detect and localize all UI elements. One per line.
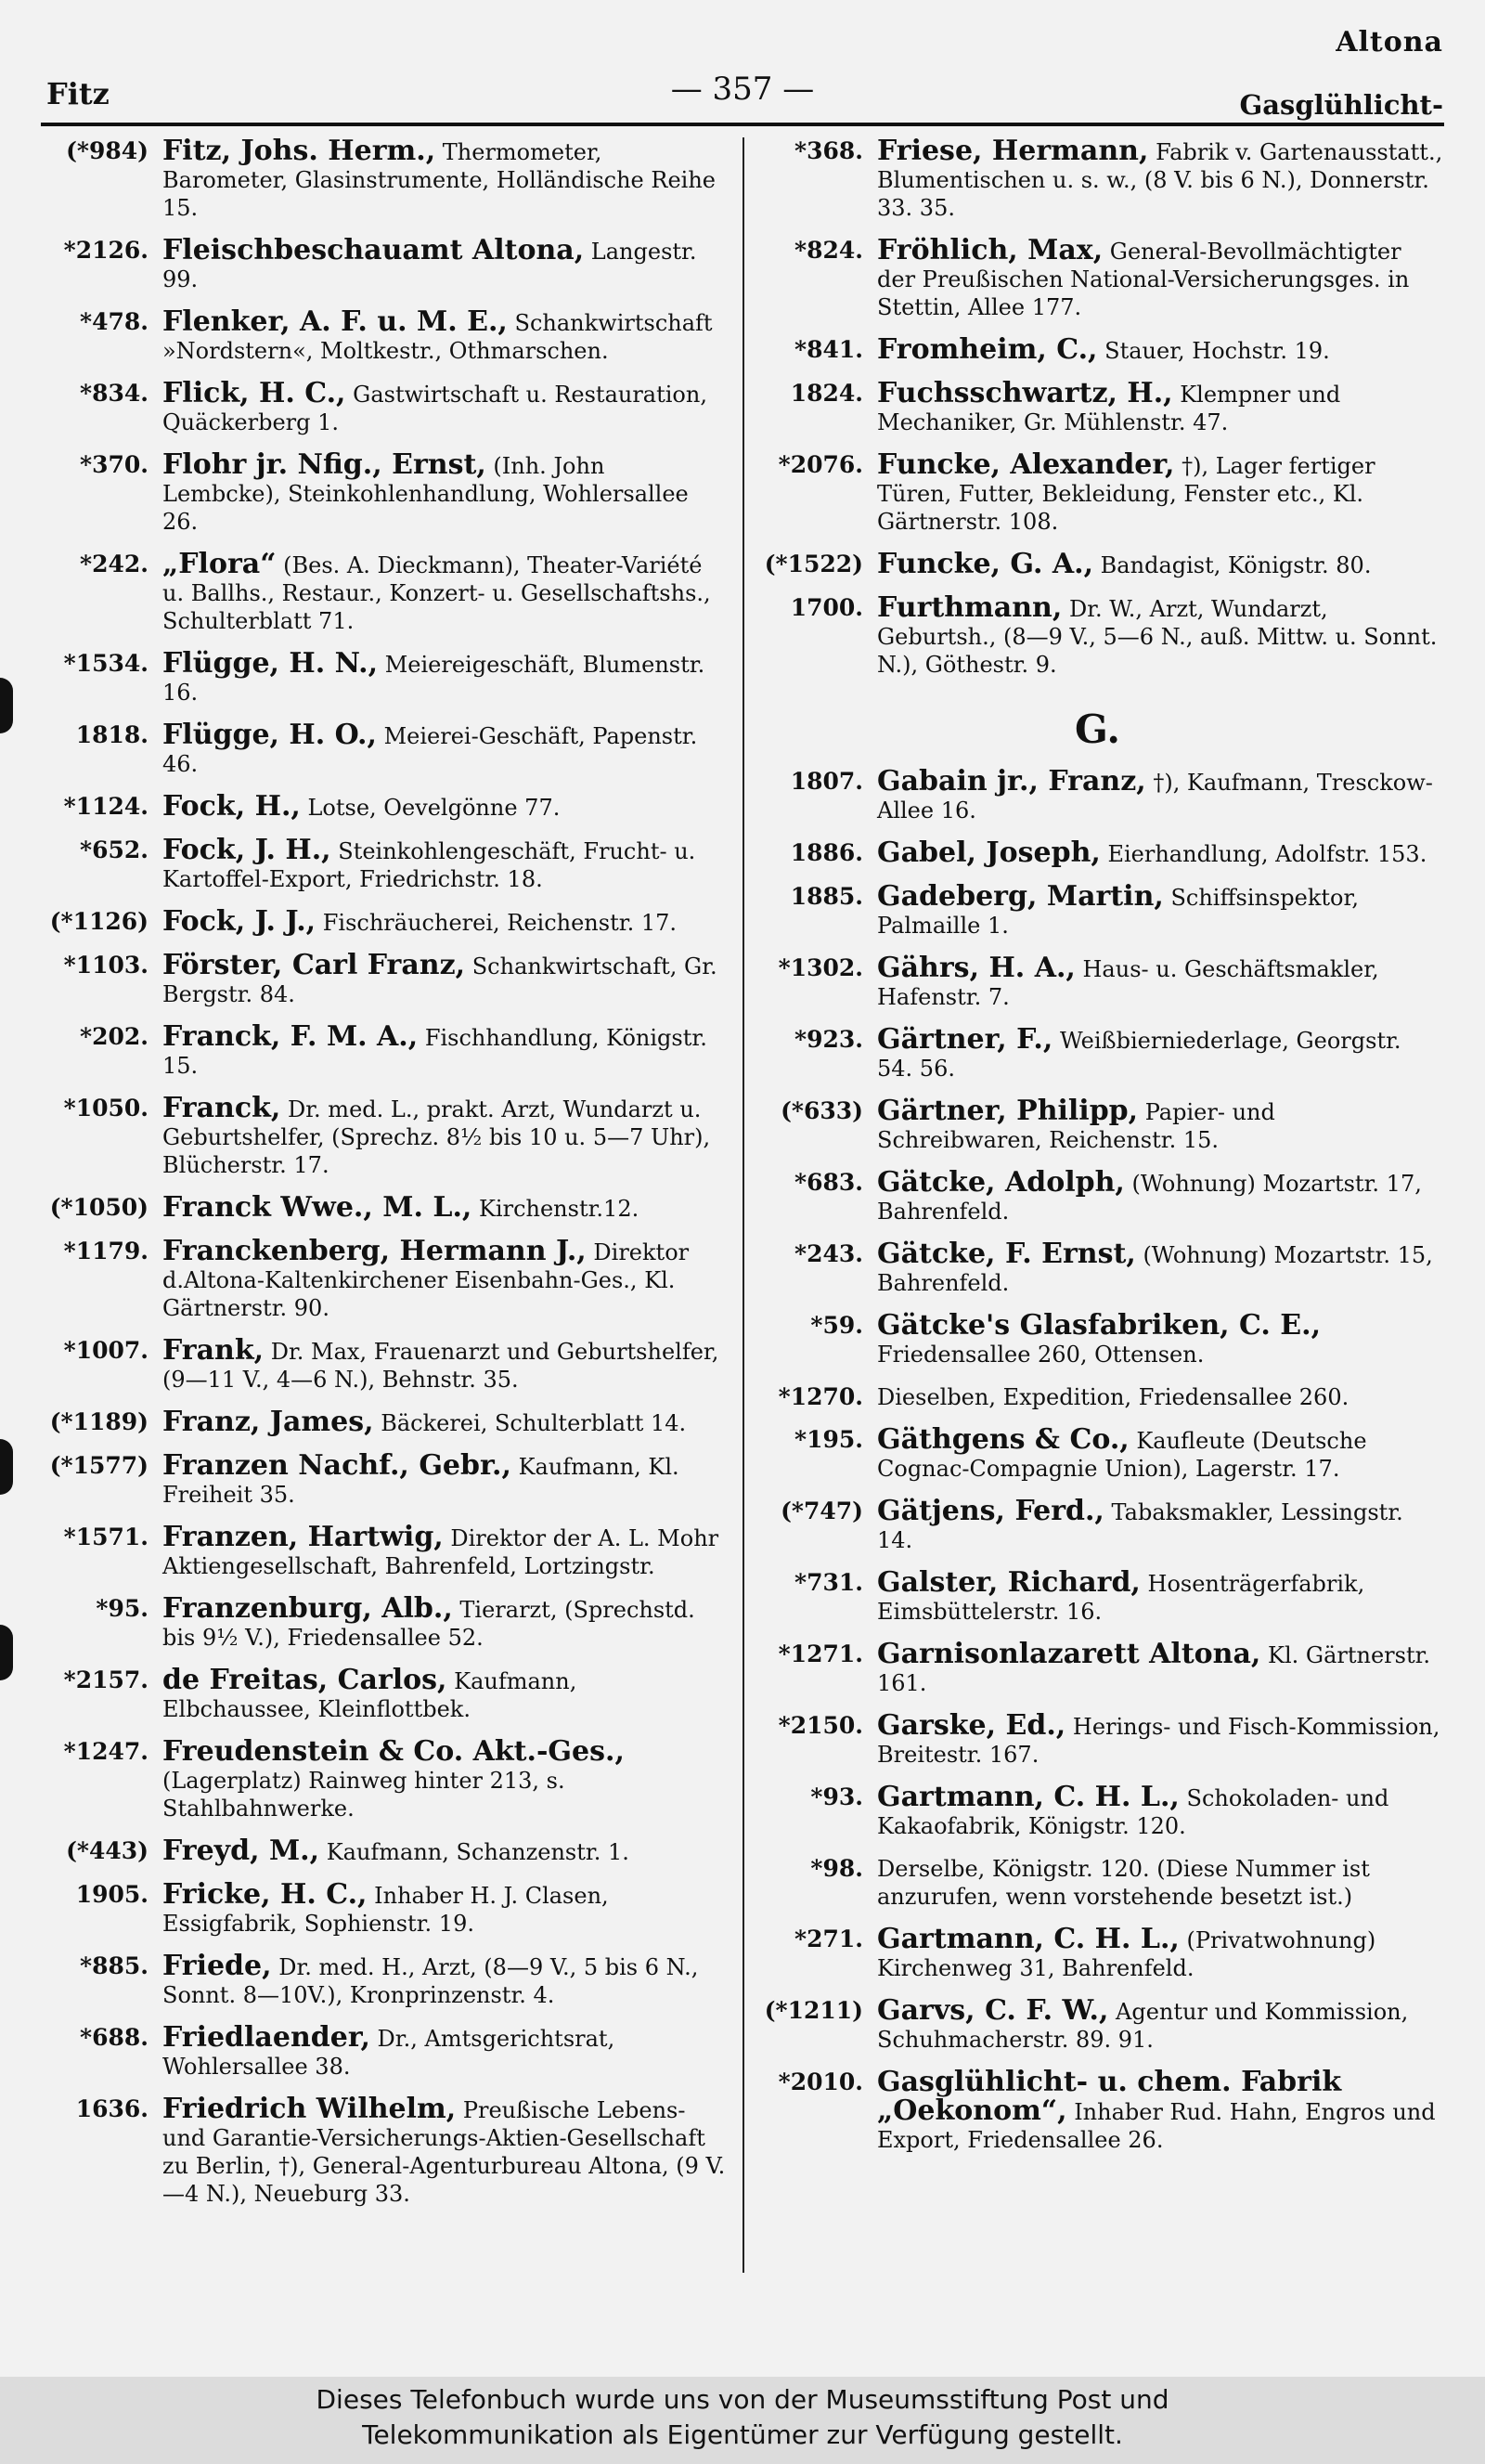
entry-name: Fromheim, C., [877, 333, 1098, 366]
entry-number: 1905. [75, 1881, 148, 1908]
entry-description: (Lagerplatz) Rainweg hinter 213, s. Stahlbahnwerke. [162, 1768, 565, 1822]
entry-number: *688. [80, 2024, 148, 2051]
running-head-town: Altona [1336, 26, 1443, 58]
entry-number: *271. [794, 1926, 863, 1952]
entry-description: Inhaber Rud. Hahn, Engros und Export, Friedensallee 26. [877, 2099, 1436, 2153]
directory-entry [752, 377, 1443, 436]
entry-name: Franz, James, [162, 1406, 374, 1438]
entry-number: 1824. [790, 380, 863, 407]
entry-description: Kirchenstr.12. [478, 1196, 639, 1222]
entry-number: *731. [794, 1569, 863, 1596]
entry-name: Fock, H., [162, 790, 301, 823]
entry-name: Gärtner, F., [877, 1023, 1053, 1056]
entry-description: Steinkohlengeschäft, Frucht- u. Kartoffel-Export, Friedrichstr. 18. [162, 838, 696, 892]
entry-name: Furthmann, [877, 591, 1063, 624]
entry-name: Franckenberg, Hermann J., [162, 1235, 587, 1267]
entry-description: Fabrik v. Gartenausstatt., Blumentischen u. s. w., (8 V. bis 6 N.), Donnerstr. 33. 35. [877, 139, 1443, 221]
directory-entry [37, 790, 729, 823]
entry-name: Gätcke, F. Ernst, [877, 1238, 1136, 1270]
entry-name: Friedrich Wilhelm, [162, 2093, 457, 2125]
entry-name: Frank, [162, 1334, 265, 1367]
entry-name: Franck, F. M. A., [162, 1020, 419, 1053]
footer-notice [0, 2377, 1485, 2464]
entry-description: Dr., Amtsgerichtsrat, Wohlersallee 38. [162, 2026, 615, 2080]
directory-entry [752, 1638, 1443, 1697]
entry-number: (*1577) [49, 1452, 148, 1479]
entry-description: Schankwirtschaft, Gr. Bergstr. 84. [162, 953, 717, 1007]
entry-number: (*1050) [49, 1194, 148, 1221]
directory-entry [752, 1023, 1443, 1083]
directory-entry [37, 1235, 729, 1322]
entry-description: (Wohnung) Mozartstr. 17, Bahrenfeld. [877, 1171, 1422, 1225]
directory-entry [752, 836, 1443, 869]
entry-number: *841. [794, 336, 863, 363]
entry-description: Dieselben, Expedition, Friedensallee 260. [877, 1384, 1349, 1410]
entry-description: Schokoladen- und Kakaofabrik, Königstr. 120. [877, 1785, 1389, 1839]
entry-name: Garnisonlazarett Altona, [877, 1638, 1261, 1670]
entry-number: *2076. [778, 451, 863, 478]
entry-name: Gätcke, Adolph, [877, 1166, 1125, 1199]
entry-description: Meiereigeschäft, Blumenstr. 16. [162, 652, 705, 706]
entry-name: Gabain jr., Franz, [877, 765, 1146, 798]
directory-entry [752, 1166, 1443, 1226]
directory-entry [37, 1666, 729, 1723]
entry-number: *2126. [63, 237, 148, 264]
entry-number: *834. [80, 380, 148, 407]
directory-entry [752, 1566, 1443, 1626]
entry-name: Funcke, Alexander, [877, 448, 1175, 481]
directory-entry [37, 548, 729, 635]
entry-description: (Wohnung) Mozartstr. 15, Bahrenfeld. [877, 1242, 1433, 1296]
entry-description: Tierarzt, (Sprechstd. bis 9½ V.), Friedensallee 52. [162, 1597, 695, 1651]
entry-name: Freyd, M., [162, 1835, 320, 1867]
entry-name: Galster, Richard, [877, 1566, 1141, 1599]
binding-hole [0, 1625, 13, 1680]
entry-number: *95. [96, 1595, 148, 1622]
running-head-left: Fitz [46, 76, 110, 111]
running-head-right: Gasglühlicht- [1239, 89, 1443, 121]
entry-name: Garske, Ed., [877, 1709, 1066, 1742]
directory-entry [37, 1408, 729, 1437]
entry-name: Fock, J. J., [162, 905, 316, 938]
directory-entry [752, 1923, 1443, 1982]
binding-hole [0, 678, 13, 733]
entry-number: *652. [80, 836, 148, 863]
directory-entry [752, 548, 1443, 580]
entry-description: Meierei-Geschäft, Papenstr. 46. [162, 723, 698, 777]
directory-entry [752, 333, 1443, 366]
directory-entry [37, 1020, 729, 1080]
entry-number: *243. [794, 1240, 863, 1267]
entry-name: Gäthgens & Co., [877, 1423, 1130, 1456]
directory-entry [37, 305, 729, 365]
entry-description: Agentur und Kommission, Schuhmacherstr. 89. 91. [877, 1999, 1409, 2053]
directory-entry [37, 647, 729, 707]
entry-name: Gährs, H. A., [877, 952, 1076, 984]
entry-name: Funcke, G. A., [877, 548, 1094, 580]
directory-entry [752, 234, 1443, 321]
footer-line-2: Telekommunikation als Eigentümer zur Verfügung gestellt. [362, 2419, 1123, 2450]
entry-description: Kaufmann, Elbchaussee, Kleinflottbek. [162, 1668, 577, 1722]
section-letter: G. [1075, 707, 1120, 752]
entry-description: Haus- u. Geschäftsmakler, Hafenstr. 7. [877, 956, 1379, 1010]
entry-number: *1179. [63, 1238, 148, 1264]
entry-name: Fleischbeschauamt Altona, [162, 234, 585, 266]
entry-number: (*1189) [49, 1408, 148, 1435]
entry-number: *1050. [63, 1095, 148, 1122]
directory-entry [37, 2095, 729, 2208]
right-column [752, 137, 1443, 2169]
entry-number: *2010. [778, 2068, 863, 2095]
entry-number: 1636. [75, 2095, 148, 2122]
entry-number: 1886. [790, 839, 863, 866]
entry-number: (*747) [781, 1498, 863, 1524]
directory-entry [752, 1383, 1443, 1411]
left-column [37, 137, 729, 2223]
entry-number: *368. [794, 137, 863, 164]
entry-description: Papier- und Schreibwaren, Reichenstr. 15. [877, 1099, 1275, 1153]
entry-description: Klempner und Mechaniker, Gr. Mühlenstr. 47. [877, 382, 1341, 435]
entry-name: Fock, J. H., [162, 834, 331, 866]
directory-entry [37, 377, 729, 436]
entry-description: (Inh. John Lembcke), Steinkohlenhandlung, Wohlersallee 26. [162, 453, 689, 535]
directory-entry [37, 905, 729, 938]
entry-description: Friedensallee 260, Ottensen. [877, 1342, 1205, 1368]
directory-entry [752, 1240, 1443, 1297]
entry-name: Friede, [162, 1950, 272, 1982]
directory-entry [37, 1878, 729, 1938]
entry-description: Gastwirtschaft u. Restauration, Quäckerberg 1. [162, 382, 707, 435]
entry-description: Stauer, Hochstr. 19. [1104, 338, 1330, 364]
directory-entry [752, 448, 1443, 536]
entry-name: de Freitas, Carlos, [162, 1664, 447, 1696]
entry-number: *923. [794, 1026, 863, 1053]
directory-entry [752, 2068, 1443, 2154]
entry-name: Franck, [162, 1092, 281, 1124]
directory-entry [37, 1592, 729, 1652]
entry-description: Schiffsinspektor, Palmaille 1. [877, 885, 1359, 939]
entry-description: Tabaksmakler, Lessingstr. 14. [877, 1499, 1403, 1553]
entry-number: *824. [794, 237, 863, 264]
directory-entry [37, 1334, 729, 1394]
entry-number: *93. [810, 1783, 863, 1810]
entry-description: Kl. Gärtnerstr. 161. [877, 1642, 1431, 1696]
entry-description: Herings- und Fisch-Kommission, Breitestr. 167. [877, 1714, 1440, 1768]
entry-description: (Privatwohnung) Kirchenweg 31, Bahrenfeld. [877, 1927, 1376, 1981]
entry-number: (*443) [66, 1837, 148, 1864]
directory-entry [37, 1092, 729, 1179]
entry-description: Dr. med. H., Arzt, (8—9 V., 5 bis 6 N., Sonnt. 8—10V.), Kronprinzenstr. 4. [162, 1954, 699, 2008]
directory-entry [37, 137, 729, 222]
entry-number: *59. [810, 1312, 863, 1339]
entry-number: *2150. [778, 1712, 863, 1739]
entry-description: Fischhandlung, Königstr. 15. [162, 1025, 707, 1079]
directory-entry [752, 1855, 1443, 1911]
entry-name: Garvs, C. F. W., [877, 1994, 1109, 2027]
entry-number: 1818. [75, 721, 148, 748]
entry-description: Lotse, Oevelgönne 77. [307, 795, 561, 821]
entry-description: Kaufmann, Schanzenstr. 1. [326, 1839, 629, 1865]
entry-name: Fuchsschwartz, H., [877, 377, 1173, 409]
entry-description: Dr. W., Arzt, Wundarzt, Geburtsh., (8—9 V., 5—6 N., auß. Mittw. u. Sonnt. N.), Göthestr. 9. [877, 596, 1438, 678]
entry-number: *885. [80, 1952, 148, 1979]
directory-entry [752, 1994, 1443, 2054]
directory-entry [37, 1735, 729, 1822]
directory-entry [752, 1709, 1443, 1769]
entry-number: *1124. [63, 793, 148, 820]
entry-name: Förster, Carl Franz, [162, 949, 466, 981]
entry-description: Inhaber H. J. Clasen, Essigfabrik, Sophienstr. 19. [162, 1883, 609, 1937]
directory-entry [37, 836, 729, 893]
entry-number: *1007. [63, 1337, 148, 1364]
entry-name: Franzen Nachf., Gebr., [162, 1449, 511, 1482]
entry-number: *1271. [778, 1641, 863, 1667]
entry-description: General-Bevollmächtigter der Preußischen National-Versicherungsges. in Stettin, Allee 177. [877, 239, 1410, 320]
entry-name: Gasglühlicht- u. chem. Fabrik „Oekonom“, [877, 2066, 1342, 2127]
entry-name: Gätjens, Ferd., [877, 1495, 1104, 1527]
entry-number: *195. [794, 1426, 863, 1453]
entry-name: Gabel, Joseph, [877, 836, 1101, 869]
entry-number: (*1211) [764, 1997, 863, 2024]
directory-entry [752, 880, 1443, 940]
entry-description: Fischräucherei, Reichenstr. 17. [322, 910, 677, 936]
directory-entry [752, 765, 1443, 824]
directory-entry [37, 721, 729, 778]
entry-description: Kaufleute (Deutsche Cognac-Compagnie Union), Lagerstr. 17. [877, 1428, 1367, 1482]
directory-entry [752, 954, 1443, 1011]
entry-description: Direktor d.Altona-Kaltenkirchener Eisenbahn-Ges., Kl. Gärtnerstr. 90. [162, 1239, 690, 1321]
entry-description: Direktor der A. L. Mohr Aktiengesellschaft, Bahrenfeld, Lortzingstr. [162, 1525, 719, 1579]
entry-number: *2157. [63, 1666, 148, 1693]
entry-name: Gätcke's Glasfabriken, C. E., [877, 1309, 1322, 1342]
entry-description: (Bes. A. Dieckmann), Theater-Variété u. Ballhs., Restaur., Konzert- u. Gesellschaftshs., Schulterblatt 71. [162, 552, 711, 634]
directory-entry [752, 591, 1443, 679]
directory-entry [37, 2021, 729, 2081]
directory-entry [752, 137, 1443, 222]
column-divider [742, 137, 744, 2273]
entry-name: Gartmann, C. H. L., [877, 1923, 1180, 1955]
entry-description: Derselbe, Königstr. 120. (Diese Nummer ist anzurufen, wenn vorstehende besetzt ist.) [877, 1856, 1370, 1910]
entry-number: *1534. [63, 650, 148, 677]
entry-number: *1247. [63, 1738, 148, 1765]
entry-number: *98. [810, 1855, 863, 1882]
entry-description: Dr. Max, Frauenarzt und Geburtshelfer, (9—11 V., 4—6 N.), Behnstr. 35. [162, 1339, 719, 1393]
entry-name: Flügge, H. O., [162, 719, 377, 751]
entry-number: (*1126) [49, 908, 148, 935]
entry-number: (*1522) [764, 551, 863, 577]
directory-entry [752, 1423, 1443, 1483]
entry-number: *202. [80, 1023, 148, 1050]
entry-name: Flick, H. C., [162, 377, 346, 409]
entry-description: Bäckerei, Schulterblatt 14. [381, 1410, 687, 1436]
directory-entry [37, 1837, 729, 1866]
entry-name: Flohr jr. Nfig., Ernst, [162, 448, 486, 481]
directory-entry [752, 1309, 1443, 1368]
entry-description: Langestr. 99. [162, 239, 697, 292]
entry-name: Friese, Hermann, [877, 135, 1149, 167]
directory-entry [37, 1952, 729, 2009]
entry-description: †), Kaufmann, Tresckow-Allee 16. [877, 770, 1433, 823]
entry-number: 1807. [790, 768, 863, 795]
entry-description: Schankwirtschaft »Nordstern«, Moltkestr., Othmarschen. [162, 310, 713, 364]
entry-name: „Flora“ [162, 548, 277, 580]
entry-description: Bandagist, Königstr. 80. [1100, 552, 1372, 578]
entry-number: *1571. [63, 1524, 148, 1550]
directory-entry [37, 1521, 729, 1580]
directory-entry [37, 1449, 729, 1509]
directory-entry [752, 1097, 1443, 1154]
entry-number: (*984) [66, 137, 148, 164]
binding-hole [0, 1439, 13, 1495]
directory-entry [37, 234, 729, 293]
entry-description: Weißbierniederlage, Georgstr. 54. 56. [877, 1028, 1401, 1082]
entry-number: 1700. [790, 594, 863, 621]
entry-description: Kaufmann, Kl. Freiheit 35. [162, 1454, 679, 1508]
entry-description: †), Lager fertiger Türen, Futter, Bekleidung, Fenster etc., Kl. Gärtnerstr. 108. [877, 453, 1375, 535]
entry-description: Eierhandlung, Adolfstr. 153. [1107, 841, 1427, 867]
directory-entry [37, 448, 729, 536]
entry-name: Flügge, H. N., [162, 647, 379, 680]
entry-name: Gärtner, Philipp, [877, 1095, 1139, 1127]
entry-number: *1103. [63, 952, 148, 979]
directory-entry [37, 949, 729, 1008]
entry-number: (*633) [781, 1097, 863, 1124]
entry-description: Preußische Lebens- und Garantie-Versicherungs-Aktien-Gesellschaft zu Berlin, †), General-Agenturbureau Altona, (9 V.—4 N.), Neueburg 33. [162, 2097, 726, 2207]
entry-name: Fricke, H. C., [162, 1878, 368, 1911]
entry-name: Fröhlich, Max, [877, 234, 1104, 266]
directory-entry [752, 1495, 1443, 1554]
entry-number: *370. [80, 451, 148, 478]
entry-description: Dr. med. L., prakt. Arzt, Wundarzt u. Geburtshelfer, (Sprechz. 8½ bis 10 u. 5—7 Uhr), Blücherstr. 17. [162, 1096, 711, 1178]
entry-number: *1270. [778, 1383, 863, 1410]
entry-number: 1885. [790, 883, 863, 910]
entry-name: Freudenstein & Co. Akt.-Ges., [162, 1735, 625, 1768]
entry-number: *683. [794, 1169, 863, 1196]
entry-description: Hosenträgerfabrik, Eimsbüttelerstr. 16. [877, 1571, 1365, 1625]
entry-name: Franck Wwe., M. L., [162, 1191, 472, 1224]
entry-name: Fitz, Johs. Herm., [162, 135, 436, 167]
entry-name: Franzen, Hartwig, [162, 1521, 444, 1553]
entry-name: Flenker, A. F. u. M. E., [162, 305, 508, 338]
page-number: — 357 — [670, 71, 815, 108]
entry-number: *242. [80, 551, 148, 577]
entry-name: Friedlaender, [162, 2021, 370, 2054]
footer-line-1: Dieses Telefonbuch wurde uns von der Museumsstiftung Post und [316, 2384, 1169, 2415]
directory-entry [37, 1191, 729, 1224]
entry-description: Thermometer, Barometer, Glasinstrumente, Holländische Reihe 15. [162, 139, 716, 221]
entry-number: *1302. [778, 954, 863, 981]
entry-name: Gadeberg, Martin, [877, 880, 1164, 913]
entry-name: Franzenburg, Alb., [162, 1592, 453, 1625]
directory-entry [752, 1783, 1443, 1840]
entry-name: Gartmann, C. H. L., [877, 1781, 1180, 1813]
header-rule [41, 123, 1444, 126]
entry-number: *478. [80, 308, 148, 335]
